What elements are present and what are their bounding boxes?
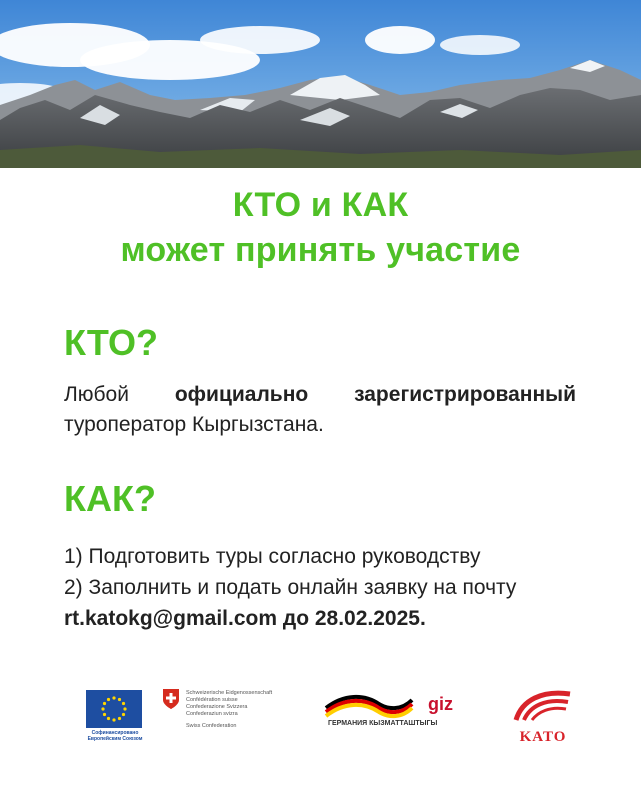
giz-logo [428,694,488,734]
mountain-banner [0,0,641,168]
who-line-1 [64,380,576,410]
partner-logos [0,680,641,750]
who-word-1: Любой [64,383,129,406]
step-1: 1) Подготовить туры согласно руководству [64,545,481,568]
who-title: КТО? [64,322,158,363]
headline-line-2: может принять участие [120,231,521,269]
headline-line-1: КТО и КАК [232,186,409,224]
who-line-2: туроператор Кыргызстана. [64,413,324,436]
swiss-footer: Swiss Confederation [186,723,237,729]
kato-text: KATO [519,729,567,745]
swiss-line-1: Schweizerische Eidgenossenschaft [186,690,273,696]
giz-text: giz [428,694,453,714]
email-deadline-text: rt.katokg@gmail.com до 28.02.2025. [64,607,426,630]
swiss-line-4: Confederaziun svizra [186,711,238,717]
step-2: 2) Заполнить и подать онлайн заявку на почту [64,576,517,599]
kato-logo [508,686,578,746]
swiss-line-2: Confédération suisse [186,697,238,703]
germany-cooperation-text: ГЕРМАНИЯ КЫЗМАТТАШТЫГЫ [328,720,438,727]
who-description [64,380,576,440]
who-word-2: официально [174,383,309,406]
email-deadline [64,603,584,634]
who-word-3: зарегистрированный [354,383,576,406]
eu-caption: Софинансировано Европейским Союзом [87,730,143,742]
eu-flag-icon [86,690,142,728]
swiss-line-3: Confederazione Svizzera [186,704,248,710]
swiss-shield-icon [162,688,180,710]
swiss-confederation-text [186,690,306,730]
how-steps [64,541,584,634]
how-title: КАК? [64,478,156,519]
